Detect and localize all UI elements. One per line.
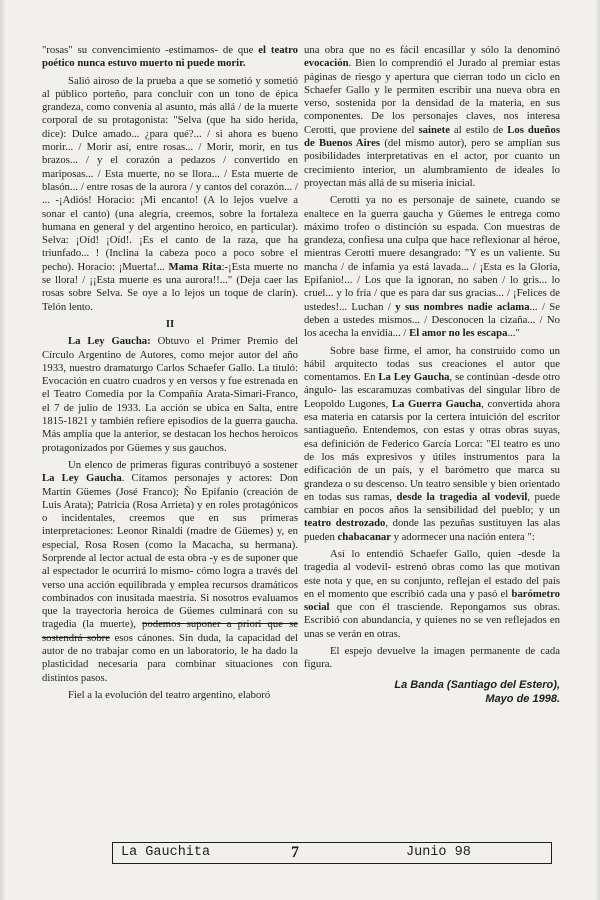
page-number: 7 bbox=[291, 844, 299, 861]
signature-date: Mayo de 1998. bbox=[485, 692, 560, 705]
page-footer bbox=[112, 842, 552, 864]
paragraph: Salió airoso de la prueba a que se sometió y sometió al público porteño, para concluir con un tono de épica grandeza, como convenía al asunto, más allá / de la muerte corporal de su protagonista: "Selva (que ha sido herida, dice): Dulce amado... ¿para qué?... / si ahora es bueno morir... / Morir así, entre rosas... / Morir, morir, en tus brazos... / y el corazón a pedazos / convertido en mariposas... / Esta muerte, no se llora... / Esta muerte de blasón... / entre rosas de la aurora / y cantos del corazón... / ... -¡Adiós! Horacio: ¡Mi encanto! (A lo lejos vuelve a sonar el canto) (una alegría, creemos, sobre la fortaleza humana en general y del argentino heroico, en particular). Selva: ¡Oíd! ¡Oíd!. ¡Es el canto de la raza, que ha triunfado... ! (Inclina la cabeza poco a poco sobre el pecho). Horacio: ¡Muerta!... Mama Rita:-¡Esta muerte no se llora! / ¡¡Esta muerte es una aurora!!..." (Deja caer las rosas sobre Selva. Se oye a lo lejos un toque de clarín). Telón lento. bbox=[42, 74, 298, 313]
paragraph: una obra que no es fácil encasillar y sólo la denominó evocación. Bien lo comprendió el Jurado al premiar estas páginas de riesgo y apertura que cierran todo un ciclo en Schaefer Gallo y le permiten escribir una nueva obra en verso, sostenida por la densidad de la materia, en sus componentes. De los personajes claves, nos interesa Cerotti, que proviene del sainete al estilo de Los dueños de Buenos Aires (del mismo autor), pero se amplían sus posibilidades interpretativas en el actor, por cuanto un crecimiento interior, un alumbramiento de ideales lo proyectan más allá de su miseria inicial. bbox=[304, 44, 560, 189]
paragraph: Sobre base firme, el amor, ha construido como un hábil arquitecto todas sus creaciones el autor que comentamos. En La Ley Gaucha, se continúan -desde otro ángulo- las escaramuzas combativas del singular libro de Leopoldo Lugones, La Guerra Gaucha, convertida ahora esa materia en catarsis por la certera intuición del escritor santiagueño. Entendemos, con estas y otras obras suyas, esa definición de Federico García Lorca: "El teatro es uno de los más expresivos y útiles instrumentos para la edificación de un país, y el barómetro que marca su grandeza o su descenso. Un teatro sensible y bien orientado en todas sus ramas, desde la tragedia al vodevil, puede cambiar en pocos años la sensibilidad del pueblo; y un teatro destrozado, donde las pezuñas sustituyen las alas pueden chabacanar y adormecer una nación entera ": bbox=[304, 344, 561, 543]
paragraph: Un elenco de primeras figuras contribuyó a sostener La Ley Gaucha. Citamos personajes y actores: Don Martín Güemes (José Franco); Ño Epifanio (creación de Luis Arata); Patricia (Rosa Arrieta) y en roles protagónicos o incidentales, creemos que en sus primeras interpretaciones: Leonor Rinaldi (madre de Güemes) y, en especial, Rosa Rosen (como la Macacha, su hermana). Sorprende al lector actual de esta obra -y es de suponer que al espectador le ocurrirá lo mismo- cómo logra a través del verso una acción equilibrada y emplea recursos dramáticos combinados con inusitada maestría. Si nosotros evaluamos que la trayectoria heroica de Güemes culminará con su tragedia (la muerte), podemos suponer a priori que se sostendrá sobre esos cánones. Sin duda, la capacidad del autor de no trabajar como en un laboratorio, le ha dado la plasticidad necesaria para combinar situaciones con distintos pasos. bbox=[42, 458, 299, 684]
paragraph: El espejo devuelve la imagen permanente de cada figura. bbox=[304, 645, 560, 671]
paragraph: La Ley Gaucha: Obtuvo el Primer Premio del Círculo Argentino de Autores, como mejor autor del año 1933, nuestro dramaturgo Carlos Schaefer Gallo. La tituló: Evocación en cuatro cuadros y en versos y fue estrenada en el Teatro Comedia por la Compañía Arata-Simari-Franco, el 7 de julio de 1933. La acción se ubica en Salta, entre 1815-1821 y también refiere episodios de la guerra gaucha. Más amplia que la anterior, se destacan los hechos heroicos protagonizados por Güemes y sus gauchos. bbox=[42, 335, 298, 454]
paragraph: Así lo entendió Schaefer Gallo, quien -desde la tragedia al vodevil- estrenó obras como las que motivan este nota y que, en su conjunto, reflejan el estado del país en el momento que escribió cada una y pasó el barómetro social que con él trasciende. Repongamos sus obras. Escribió con abundancia, y quienes no se ven reflejados en unas se verán en otras. bbox=[304, 547, 560, 640]
paragraph: Fiel a la evolución del teatro argentino, elaboró bbox=[68, 688, 271, 701]
paragraph: "rosas" su convencimiento -estimamos- de que el teatro poético nunca estuvo muerto ni puede morir. bbox=[42, 44, 299, 70]
publication-name: La Gauchita bbox=[121, 845, 211, 860]
page-edge-right bbox=[595, 0, 600, 900]
page-edge-left bbox=[0, 0, 6, 900]
paragraph: Cerotti ya no es personaje de sainete, cuando se enaltece en la guerra gaucha y Güemes le entrega como máximo trofeo o distinción su espada. Con muestras de grandeza, confiesa una culpa que hace reflexionar al héroe, mientras Cerotti muere desangrado: "Y es un valiente. Su mancha / de infamia ya está lavada... / ¡Esta es la Gloria, Epifanio!... / Los que la ignoran, no saben / lo gris... lo cruel... y lo fría / que es para dar sus gracias... / ¡Felices de ustedes!... Luchan / y sus nombres nadie aclama... / Se deben a ustedes mismos... / Desconocen la cizaña... / No los acecha la envidia... / El amor no les escapa..." bbox=[304, 194, 560, 340]
right-column bbox=[304, 44, 560, 706]
left-column bbox=[42, 44, 298, 706]
section-numeral: II bbox=[165, 317, 175, 330]
issue-date: Junio 98 bbox=[406, 845, 471, 860]
signature-place: La Banda (Santiago del Estero), bbox=[394, 678, 560, 691]
